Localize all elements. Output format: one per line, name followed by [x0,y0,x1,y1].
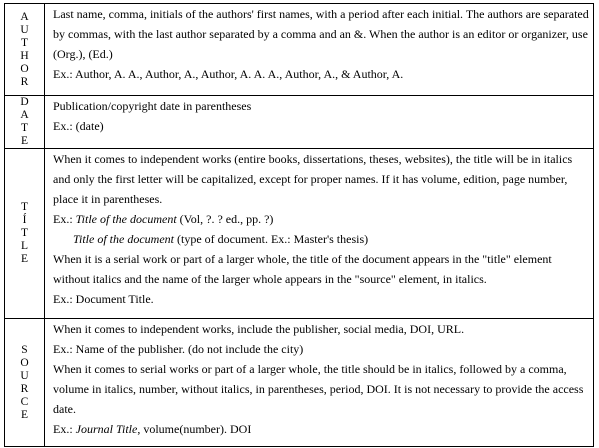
source-independent-rule: When it comes to independent works, include the publisher, social media, DOI, URL. [53,322,465,336]
title-independent-rule: When it comes to independent works (entire books, dissertations, theses, websites), the title will be in italics and only the first letter will be capitalized, except for proper names. If it has volume, edition, page number, place it in parentheses. [53,152,573,206]
reference-format-table [4,3,594,447]
title-row [5,149,594,319]
title-label: T Í T L E [5,149,45,319]
source-row [5,319,594,447]
title-example-3: Ex.: Document Title. [53,292,154,306]
source-example-2: Ex.: Journal Title, volume(number). DOI [53,422,252,436]
title-example-1: Ex.: Title of the document (Vol, ?. ? ed., pp. ?) [53,212,274,226]
title-description [45,149,594,319]
author-label: A U T H O R [5,4,45,96]
title-serial-rule: When it is a serial work or part of a larger whole, the title of the document appears in the "title" element without italics and the name of the larger whole appears in the "source" element, in italics. [53,252,552,286]
date-rule-text: Publication/copyright date in parentheses [53,99,252,113]
author-example-text: Ex.: Author, A. A., Author, A., Author, A. A. A., Author, A., & Author, A. [53,67,404,81]
date-example-text: Ex.: (date) [53,119,104,133]
source-label: S O U R C E [5,319,45,447]
source-example-1: Ex.: Name of the publisher. (do not include the city) [53,342,304,356]
date-description [45,96,594,149]
date-label: D A T E [5,96,45,149]
title-example-2: Title of the document (type of document. Ex.: Master's thesis) [73,232,369,246]
author-description [45,4,594,96]
author-rule-text: Last name, comma, initials of the authors' first names, with a period after each initial. The authors are separated by commas, with the last author separated by a comma and an &. When the author is an editor or organizer, use (Org.), (Ed.) [53,7,589,61]
source-description [45,319,594,447]
source-serial-rule: When it comes to serial works or part of a larger whole, the title should be in italics, followed by a comma, volume in italics, number, without italics, in parentheses, period, DOI. It is not necessary to provide the access date. [53,362,584,416]
author-row [5,4,594,96]
date-row [5,96,594,149]
